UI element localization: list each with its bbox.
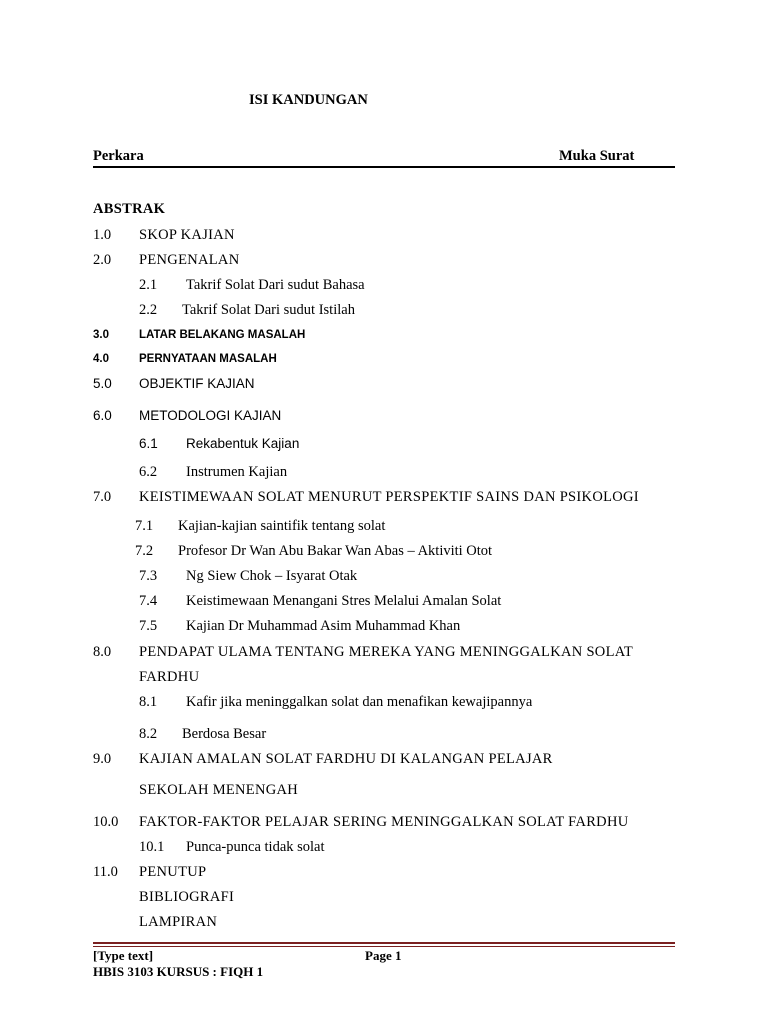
toc-entry-text: OBJEKTIF KAJIAN: [139, 376, 255, 391]
toc-entry-number: 9.0: [93, 751, 112, 767]
toc-subentry-number: 7.3: [139, 568, 158, 584]
toc-entry-text-continued: FARDHU: [139, 669, 200, 685]
toc-subentry-text: Keistimewaan Menangani Stres Melalui Amalan Solat: [186, 593, 502, 609]
toc-subentry-number: 6.2: [139, 464, 158, 480]
toc-entry-number: 3.0: [93, 329, 109, 341]
toc-entry-text: METODOLOGI KAJIAN: [139, 408, 282, 423]
toc-subentry-number: 8.1: [139, 694, 158, 710]
toc-subentry-text: Kajian-kajian saintifik tentang solat: [178, 518, 386, 534]
footer-course-text: HBIS 3103 KURSUS : FIQH 1: [93, 964, 264, 979]
toc-subentry-number: 2.2: [139, 302, 158, 318]
toc-subentry-number: 7.1: [135, 518, 154, 534]
toc-subentry-text: Berdosa Besar: [182, 726, 267, 742]
toc-entry-text-continued: SEKOLAH MENENGAH: [139, 782, 299, 798]
toc-entry-number: 11.0: [93, 864, 118, 880]
toc-subentry-number: 7.2: [135, 543, 154, 559]
toc-entry-number: 10.0: [93, 814, 119, 830]
toc-entry-number: 2.0: [93, 252, 112, 268]
toc-entry-text: PENGENALAN: [139, 252, 240, 268]
toc-subentry-text: Kafir jika meninggalkan solat dan menafikan kewajipannya: [186, 694, 533, 710]
toc-subentry-text: Kajian Dr Muhammad Asim Muhammad Khan: [186, 618, 461, 634]
toc-subentry-number: 2.1: [139, 277, 158, 293]
toc-entry-number: 5.0: [93, 376, 112, 391]
toc-entry-text: PENDAPAT ULAMA TENTANG MEREKA YANG MENINGGALKAN SOLAT: [139, 644, 634, 660]
toc-entry-text: LATAR BELAKANG MASALAH: [139, 329, 306, 341]
toc-subentry-number: 8.2: [139, 726, 158, 742]
toc-entry-number: 8.0: [93, 644, 112, 660]
toc-entry-number: 6.0: [93, 408, 112, 423]
toc-entry-text: PENUTUP: [139, 864, 207, 880]
toc-subentry-text: Punca-punca tidak solat: [186, 839, 325, 855]
document-title: ISI KANDUNGAN: [249, 92, 368, 108]
toc-subentry-text: Ng Siew Chok – Isyarat Otak: [186, 568, 358, 584]
footer-left-text: [Type text]: [93, 948, 154, 963]
toc-entry-text: KEISTIMEWAAN SOLAT MENURUT PERSPEKTIF SAINS DAN PSIKOLOGI: [139, 489, 639, 505]
toc-entry-abstrak: ABSTRAK: [93, 201, 166, 217]
toc-subentry-text: Rekabentuk Kajian: [186, 436, 300, 451]
toc-entry-text: FAKTOR-FAKTOR PELAJAR SERING MENINGGALKAN SOLAT FARDHU: [139, 814, 629, 830]
toc-subentry-number: 7.4: [139, 593, 158, 609]
toc-entry-text: SKOP KAJIAN: [139, 227, 235, 243]
toc-entry-text: KAJIAN AMALAN SOLAT FARDHU DI KALANGAN PELAJAR: [139, 751, 553, 767]
toc-subentry-number: 7.5: [139, 618, 158, 634]
page-number: Page 1: [365, 948, 402, 963]
toc-entry-number: 1.0: [93, 227, 112, 243]
toc-subentry-text: Instrumen Kajian: [186, 464, 288, 480]
column-header-muka-surat: Muka Surat: [559, 148, 635, 164]
toc-entry-lampiran: LAMPIRAN: [139, 914, 218, 930]
toc-entry-text: PERNYATAAN MASALAH: [139, 353, 277, 365]
toc-entry-bibliografi: BIBLIOGRAFI: [139, 889, 235, 905]
footer-divider: [93, 942, 675, 944]
toc-subentry-text: Takrif Solat Dari sudut Bahasa: [186, 277, 365, 293]
toc-subentry-text: Profesor Dr Wan Abu Bakar Wan Abas – Aktiviti Otot: [178, 543, 493, 559]
toc-subentry-number: 6.1: [139, 436, 158, 451]
footer-divider-thin: [93, 946, 675, 947]
header-divider: [93, 166, 675, 168]
toc-entry-number: 7.0: [93, 489, 112, 505]
toc-subentry-text: Takrif Solat Dari sudut Istilah: [182, 302, 355, 318]
toc-subentry-number: 10.1: [139, 839, 165, 855]
toc-entry-number: 4.0: [93, 353, 109, 365]
column-header-perkara: Perkara: [93, 148, 144, 164]
